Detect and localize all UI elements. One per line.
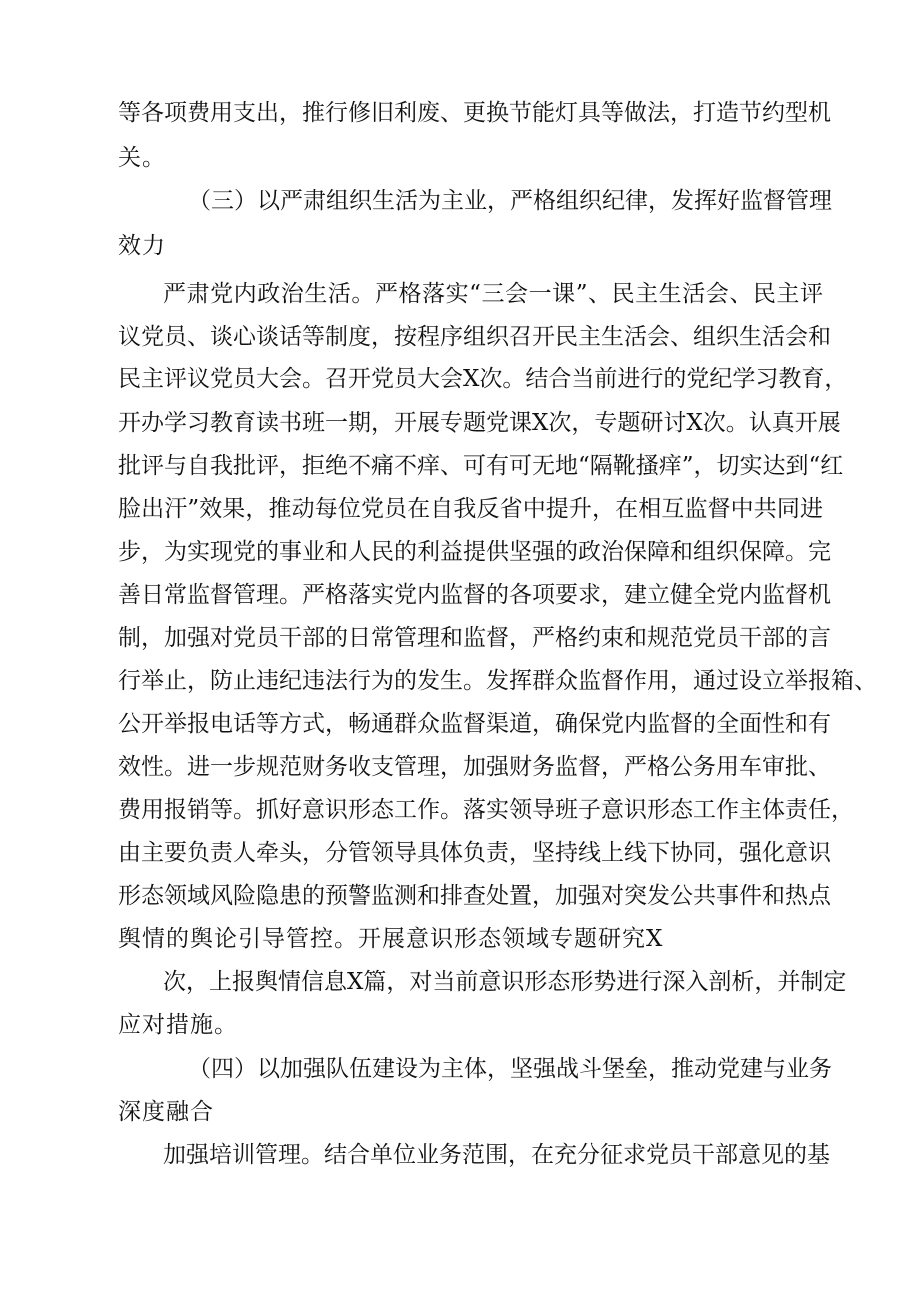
body-text-line: 民主评议党员大会。召开党员大会X次。结合当前进行的党纪学习教育， (118, 366, 848, 392)
body-text-line: 步，为实现党的事业和人民的利益提供坚强的政治保障和组织保障。完 (118, 539, 831, 565)
body-text-line: 脸出汗”效果，推动每位党员在自我反省中提升，在相互监督中共同进 (118, 496, 823, 522)
body-text-line: 制，加强对党员干部的日常管理和监督，严格约束和规范党员干部的言 (118, 625, 831, 651)
body-text-line: 关。 (118, 145, 166, 171)
body-text-line: 开办学习教育读书班一期，开展专题党课X次，专题研讨X次。认真开展 (118, 410, 841, 436)
section-heading-3-cont: 效力 (118, 233, 166, 259)
body-text-line: 等各项费用支出，推行修旧利废、更换节能灯具等做法，打造节约型机 (118, 100, 831, 126)
body-text-line: 公开举报电话等方式，畅通群众监督渠道，确保党内监督的全面性和有 (118, 711, 831, 737)
body-text-line: 应对措施。 (118, 1012, 238, 1038)
body-text-line: 严肃党内政治生活。严格落实“三会一课”、民主生活会、民主评 (163, 281, 823, 307)
body-text-line: 形态领域风险隐患的预警监测和排查处置，加强对突发公共事件和热点 (118, 883, 831, 909)
body-text-line: 加强培训管理。结合单位业务范围，在充分征求党员干部意见的基 (163, 1142, 830, 1168)
body-text-line: 舆情的舆论引导管控。开展意识形态领域专题研究X (118, 926, 664, 952)
body-text-line: 次，上报舆情信息X篇，对当前意识形态形势进行深入剖析，并制定 (163, 969, 847, 995)
section-heading-3: （三）以严肃组织生活为主业，严格组织纪律，发挥好监督管理 (188, 188, 832, 214)
section-heading-4-cont: 深度融合 (118, 1099, 214, 1125)
body-text-line: 由主要负责人牵头，分管领导具体负责，坚持线上线下协同，强化意识 (118, 840, 831, 866)
body-text-line: 批评与自我批评，拒绝不痛不痒、可有可无地“隔靴搔痒”，切实达到“红 (118, 453, 844, 479)
body-text-line: 效性。进一步规范财务收支管理，加强财务监督，严格公务用车审批、 (118, 754, 831, 780)
body-text-line: 议党员、谈心谈话等制度，按程序组织召开民主生活会、组织生活会和 (118, 324, 831, 350)
section-heading-4: （四）以加强队伍建设为主体，坚强战斗堡垒，推动党建与业务 (188, 1056, 832, 1082)
body-text-line: 行举止，防止违纪违法行为的发生。发挥群众监督作用，通过设立举报箱、 (118, 668, 877, 694)
body-text-line: 费用报销等。抓好意识形态工作。落实领导班子意识形态工作主体责任， (118, 797, 854, 823)
body-text-line: 善日常监督管理。严格落实党内监督的各项要求，建立健全党内监督机 (118, 582, 831, 608)
